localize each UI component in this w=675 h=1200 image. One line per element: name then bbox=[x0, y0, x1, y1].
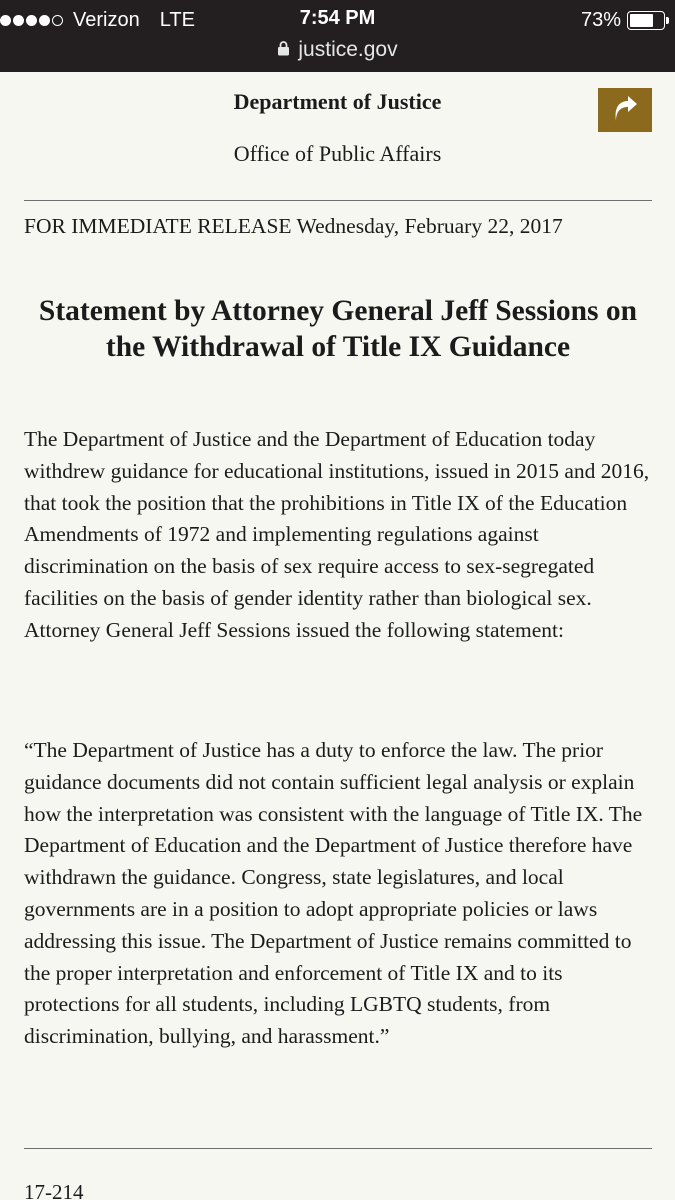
battery-icon bbox=[627, 11, 665, 30]
divider-top bbox=[24, 200, 652, 201]
body-paragraph-statement: “The Department of Justice has a duty to enforce the law. The prior guidance documents did not contain sufficient legal analysis or explain how the interpretation was consistent with the language of Title IX. The Department of Education and the Department of Justice therefore have withdrawn the guidance. Congress, state legislatures, and local governments are in a position to adopt appropriate policies or laws addressing this issue. The Department of Justice remains committed to the proper interpretation and enforcement of Title IX and to its protections for all students, including LGBTQ students, from discrimination, bullying, and harassment.” bbox=[24, 738, 643, 1049]
network-type: LTE bbox=[159, 8, 195, 31]
release-number: 17-214 bbox=[24, 1180, 84, 1200]
office-subtitle: Office of Public Affairs bbox=[233, 141, 442, 166]
status-right bbox=[581, 7, 665, 33]
carrier-name: Verizon bbox=[73, 8, 140, 31]
agency-title: Department of Justice bbox=[233, 89, 442, 114]
divider-bottom bbox=[24, 1148, 652, 1149]
status-bar bbox=[0, 0, 675, 72]
lock-icon bbox=[277, 38, 290, 62]
share-arrow-icon bbox=[610, 95, 640, 125]
battery-percent: 73% bbox=[580, 8, 621, 31]
share-button[interactable] bbox=[598, 88, 652, 132]
press-release-headline: Statement by Attorney General Jeff Sessions on the Withdrawal of Title IX Guidance bbox=[38, 295, 638, 363]
url-text: justice.gov bbox=[298, 38, 398, 61]
release-dateline: FOR IMMEDIATE RELEASE Wednesday, February 22, 2017 bbox=[24, 214, 563, 238]
status-time: 7:54 PM bbox=[299, 7, 376, 29]
address-bar[interactable] bbox=[0, 38, 675, 62]
body-paragraph-intro: The Department of Justice and the Department of Education today withdrew guidance for educational institutions, issued in 2015 and 2016, that took the position that the prohibitions in Title IX of the Education Amendments of 1972 and implementing regulations against discrimination on the basis of sex require access to sex-segregated facilities on the basis of gender identity rather than biological sex. Attorney General Jeff Sessions issued the following statement: bbox=[24, 427, 650, 642]
